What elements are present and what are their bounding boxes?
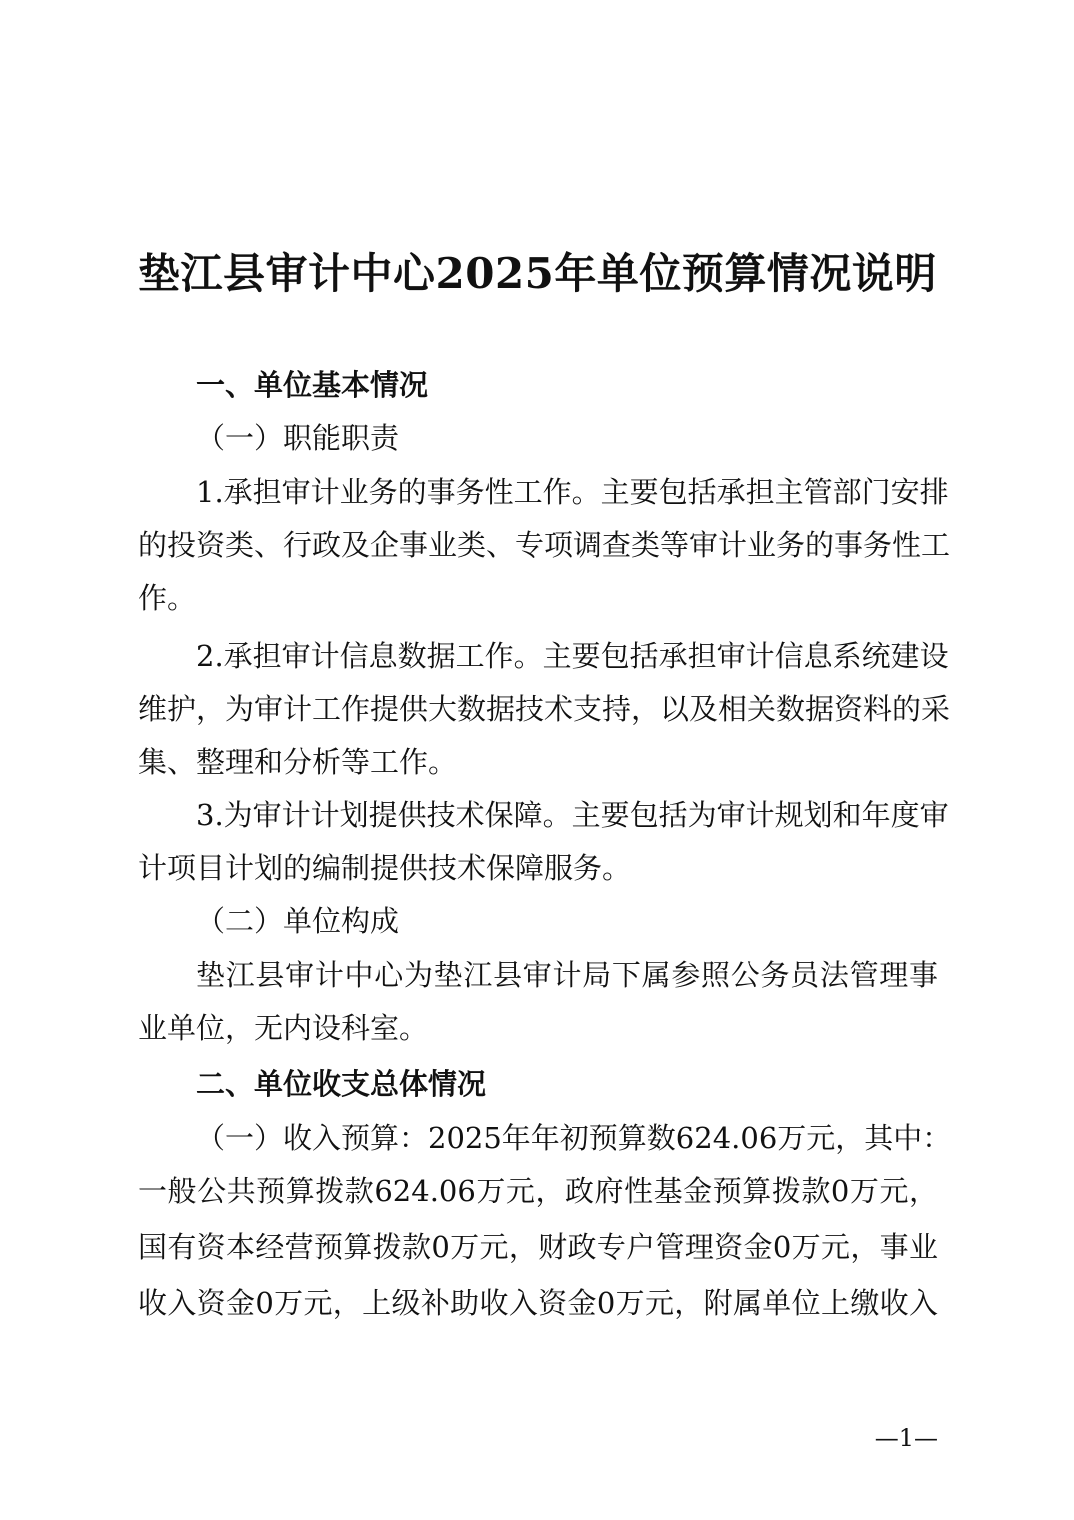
- income-line-3: 国有资本经营预算拨款0万元，财政专户管理资金0万元，事业: [138, 1230, 938, 1264]
- page-number: —1—: [874, 1424, 938, 1452]
- duty-1-line-3: 作。: [138, 581, 197, 615]
- section-1-heading: 一、单位基本情况: [196, 368, 429, 402]
- section-2-heading: 二、单位收支总体情况: [196, 1067, 487, 1101]
- composition-line-1: 垫江县审计中心为垫江县审计局下属参照公务员法管理事: [196, 958, 938, 992]
- duty-1-line-2: 的投资类、行政及企事业类、专项调查类等审计业务的事务性工: [138, 528, 951, 562]
- income-line-4: 收入资金0万元，上级补助收入资金0万元，附属单位上缴收入: [138, 1286, 938, 1320]
- composition-line-2: 业单位，无内设科室。: [138, 1011, 429, 1045]
- duty-1-line-1: 1.承担审计业务的事务性工作。主要包括承担主管部门安排: [196, 475, 949, 509]
- duty-3-line-1: 3.为审计计划提供技术保障。主要包括为审计规划和年度审: [196, 798, 949, 832]
- duty-2-line-2: 维护，为审计工作提供大数据技术支持，以及相关数据资料的采: [138, 692, 951, 726]
- income-line-2: 一般公共预算拨款624.06万元，政府性基金预算拨款0万元，: [138, 1174, 938, 1208]
- subsection-1-heading: （一）职能职责: [196, 421, 400, 455]
- duty-2-line-3: 集、整理和分析等工作。: [138, 745, 458, 779]
- document-title: 垫江县审计中心2025年单位预算情况说明: [138, 249, 937, 298]
- duty-3-line-2: 计项目计划的编制提供技术保障服务。: [138, 851, 632, 885]
- subsection-2-heading: （二）单位构成: [196, 904, 400, 938]
- income-line-1: （一）收入预算：2025年年初预算数624.06万元，其中：: [196, 1121, 952, 1155]
- duty-2-line-1: 2.承担审计信息数据工作。主要包括承担审计信息系统建设: [196, 639, 949, 673]
